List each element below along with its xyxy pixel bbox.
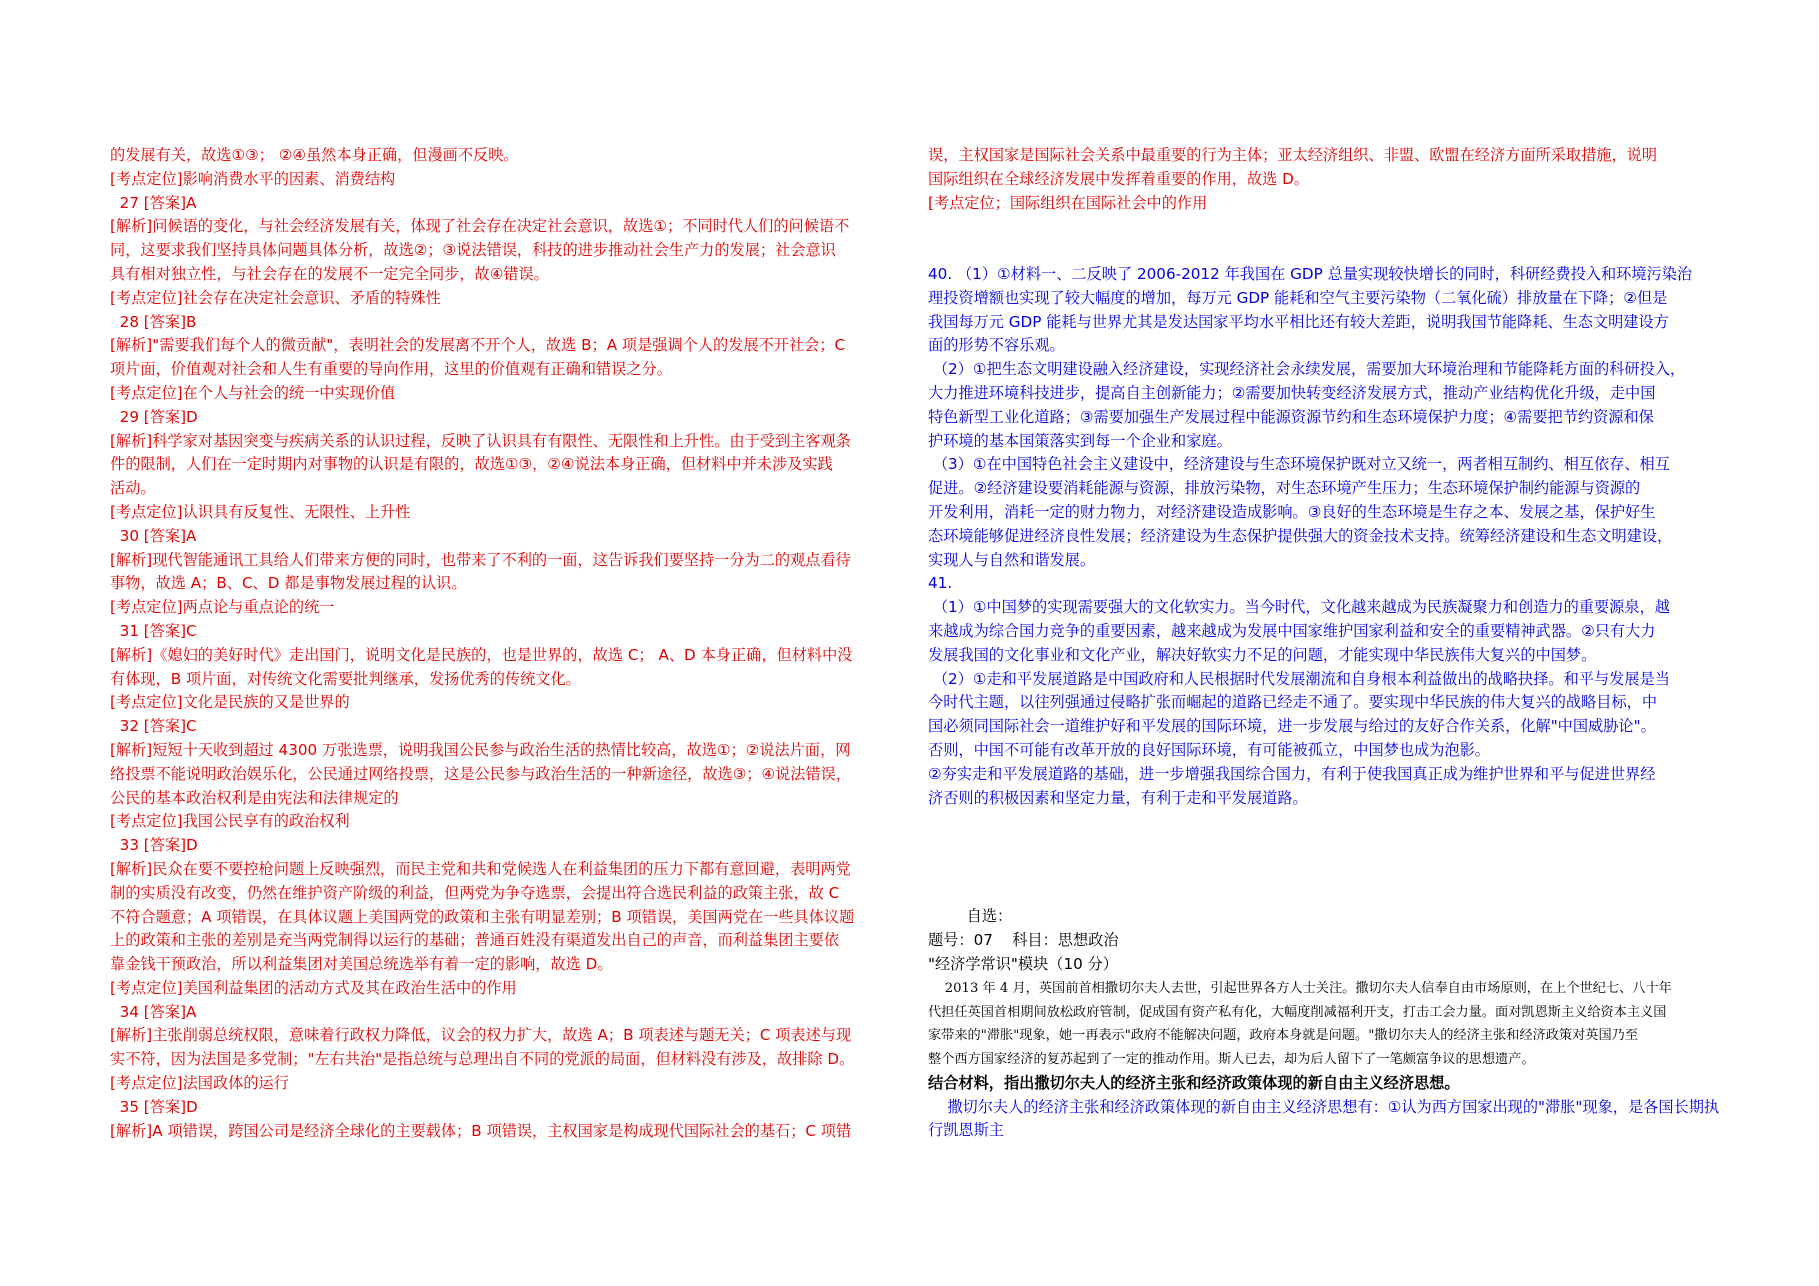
text-line: "经济学常识"模块（10 分） [928, 954, 1118, 973]
text-line: 促进。②经济建设要消耗能源与资源，排放污染物，对生态环境产生压力；生态环境保护制约能源与资源的 [928, 479, 1641, 498]
text-line: （2）①走和平发展道路是中国政府和人民根据时代发展潮流和自身根本利益做出的战略抉择。和平与发展是当 [928, 669, 1670, 688]
text-line: 2013 年 4 月，英国前首相撒切尔夫人去世，引起世界各方人士关注。撒切尔夫人信奉自由市场原则，在上个世纪七、八十年 [928, 980, 1672, 996]
text-line: 今时代主题，以往列强通过侵略扩张而崛起的道路已经走不通了。要实现中华民族的伟大复兴的战略目标，中 [928, 693, 1657, 712]
text-line: 络投票不能说明政治娱乐化，公民通过网络投票，这是公民参与政治生活的一种新途径，故选③；④说法错误， [110, 764, 852, 783]
text-line: 面的形势不容乐观。 [928, 336, 1065, 355]
text-line: 制的实质没有改变，仍然在维护资产阶级的利益，但两党为争夺选票，会提出符合选民利益的政策主张，故 C [110, 883, 840, 902]
text-line: 公民的基本政治权利是由宪法和法律规定的 [110, 788, 399, 807]
text-line: 整个西方国家经济的复苏起到了一定的推动作用。斯人已去，却为后人留下了一笔颇富争议的思想遗产。 [928, 1052, 1535, 1068]
text-line: 29 [答案]D [110, 407, 198, 426]
text-line: 具有相对独立性，与社会存在的发展不一定完全同步，故④错误。 [110, 264, 549, 283]
text-line: 开发利用，消耗一定的财力物力，对经济建设造成影响。③良好的生态环境是生存之本、发展之基，保护好生 [928, 502, 1656, 521]
text-line: 发展我国的文化事业和文化产业，解决好软实力不足的问题，才能实现中华民族伟大复兴的中国梦。 [928, 645, 1597, 664]
text-line: 35 [答案]D [110, 1097, 198, 1116]
text-line: 态环境能够促进经济良性发展；经济建设为生态保护提供强大的资金技术支持。统筹经济建设和生态文明建设， [928, 526, 1673, 545]
text-line: 项片面，价值观对社会和人生有重要的导向作用，这里的价值观有正确和错误之分。 [110, 360, 672, 379]
text-line: 40. （1）①材料一、二反映了 2006-2012 年我国在 GDP 总量实现较快增长的同时，科研经费投入和环境污染治 [928, 264, 1693, 283]
text-line: 理投资增额也实现了较大幅度的增加，每万元 GDP 能耗和空气主要污染物（二氧化硫）排放量在下降；②但是 [928, 288, 1668, 307]
essay-material [928, 977, 1728, 1072]
text-line: 的发展有关，故选①③； ②④虽然本身正确，但漫画不反映。 [110, 146, 519, 164]
right-red-block [928, 144, 1728, 215]
text-line: [考点定位]法国政体的运行 [110, 1074, 289, 1093]
text-line: 同，这要求我们坚持具体问题具体分析，故选②；③说法错误，科技的进步推动社会生产力的发展；社会意识 [110, 241, 836, 260]
text-line: [考点定位]影响消费水平的因素、消费结构 [110, 169, 396, 188]
text-line: 34 [答案]A [110, 1002, 197, 1021]
text-line: [解析]短短十天收到超过 4300 万张选票，说明我国公民参与政治生活的热情比较高，故选①；②说法片面，网 [110, 740, 851, 759]
text-line: （1）①中国梦的实现需要强大的文化软实力。当今时代，文化越来越成为民族凝聚力和创造力的重要源泉，越 [928, 598, 1670, 617]
left-column [110, 144, 910, 1143]
text-line: 否则，中国不可能有改革开放的良好国际环境，有可能被孤立，中国梦也成为泡影。 [928, 740, 1490, 759]
text-line: 27 [答案]A [110, 193, 197, 212]
text-line: 自选： [928, 907, 1013, 926]
essay-question: 结合材料，指出撒切尔夫人的经济主张和经济政策体现的新自由主义经济思想。 [928, 1073, 1460, 1092]
text-line: [解析]主张削弱总统权限，意味着行政权力降低，议会的权力扩大，故选 A；B 项表述与题无关；C 项表述与现 [110, 1026, 852, 1045]
text-line: 国际组织在全球经济发展中发挥着重要的作用，故选 D。 [928, 169, 1310, 188]
text-line: 误，主权国家是国际社会关系中最重要的行为主体；亚太经济组织、非盟、欧盟在经济方面所采取措施，说明 [928, 146, 1657, 164]
text-line: [考点定位]在个人与社会的统一中实现价值 [110, 383, 396, 402]
text-line: [考点定位]美国利益集团的活动方式及其在政治生活中的作用 [110, 978, 517, 997]
text-line: ②夯实走和平发展道路的基础，进一步增强我国综合国力，有利于使我国真正成为维护世界和平与促进世界经 [928, 764, 1656, 783]
text-line: 济否则的积极因素和坚定力量，有利于走和平发展道路。 [928, 788, 1308, 807]
text-line: [考点定位]认识具有反复性、无限性、上升性 [110, 502, 411, 521]
text-line: 我国每万元 GDP 能耗与世界尤其是发达国家平均水平相比还有较大差距，说明我国节能降耗、生态文明建设方 [928, 312, 1669, 331]
text-line: 题号：07 科目：思想政治 [928, 931, 1119, 950]
text-line: [解析]现代智能通讯工具给人们带来方便的同时，也带来了不利的一面，这告诉我们要坚持一分为二的观点看待 [110, 550, 851, 569]
text-line: [考点定位]两点论与重点论的统一 [110, 598, 335, 617]
essay-answer: 撒切尔夫人的经济主张和经济政策体现的新自由主义经济思想有：①认为西方国家出现的"滞胀"现象，是各国长期执行凯恩斯主 [928, 1097, 1720, 1140]
text-line: [解析]《媳妇的美好时代》走出国门，说明文化是民族的，也是世界的，故选 C； A、D 本身正确，但材料中没 [110, 645, 853, 664]
text-line: 41. [928, 574, 953, 593]
text-line: 实现人与自然和谐发展。 [928, 550, 1096, 569]
text-line: 国必须同国际社会一道维护好和平发展的国际环境，进一步发展与给过的友好合作关系，化解"中国威胁论"。 [928, 717, 1656, 736]
text-line: 32 [答案]C [110, 717, 197, 736]
text-line: [考点定位]我国公民享有的政治权利 [110, 812, 350, 831]
text-line: [解析]问候语的变化，与社会经济发展有关，体现了社会存在决定社会意识，故选①；不同时代人们的问候语不 [110, 217, 850, 236]
text-line: [解析]科学家对基因突变与疾病关系的认识过程，反映了认识具有有限性、无限性和上升性。由于受到主客观条 [110, 431, 851, 450]
elective-header [928, 905, 1728, 976]
text-line: 靠金钱干预政治，所以利益集团对美国总统选举有着一定的影响，故选 D。 [110, 955, 613, 974]
text-line: [考点定位]文化是民族的又是世界的 [110, 693, 350, 712]
text-line: [解析]民众在要不要控枪问题上反映强烈，而民主党和共和党候选人在利益集团的压力下都有意回避，表明两党 [110, 859, 851, 878]
text-line: 家带来的"滞胀"现象，她一再表示"政府不能解决问题，政府本身就是问题。"撒切尔夫人的经济主张和经济政策对英国乃至 [928, 1028, 1639, 1044]
text-line: [解析]A 项错误，跨国公司是经济全球化的主要载体；B 项错误，主权国家是构成现代国际社会的基石；C 项错 [110, 1121, 852, 1140]
text-line: 不符合题意；A 项错误，在具体议题上美国两党的政策和主张有明显差别；B 项错误，美国两党在一些具体议题 [110, 907, 855, 926]
text-line: 事物，故选 A；B、C、D 都是事物发展过程的认识。 [110, 574, 467, 593]
text-line: [解析]"需要我们每个人的微贡献"，表明社会的发展离不开个人，故选 B；A 项是强调个人的发展不开社会；C [110, 336, 846, 355]
text-line: 实不符，因为法国是多党制；"左右共治"是指总统与总理出自不同的党派的局面，但材料没有涉及，故排除 D。 [110, 1050, 855, 1069]
right-column [928, 144, 1728, 1143]
text-line: [考点定位；国际组织在国际社会中的作用 [928, 193, 1208, 212]
text-line: 活动。 [110, 479, 156, 498]
text-line: 33 [答案]D [110, 836, 198, 855]
text-line: [考点定位]社会存在决定社会意识、矛盾的特殊性 [110, 288, 441, 307]
text-line: 大力推进环境科技进步，提高自主创新能力；②需要加快转变经济发展方式，推动产业结构优化升级，走中国 [928, 383, 1656, 402]
text-line: 护环境的基本国策落实到每一个企业和家庭。 [928, 431, 1232, 450]
text-line: 特色新型工业化道路；③需要加强生产发展过程中能源资源节约和生态环境保护力度；④需要把节约资源和保 [928, 407, 1654, 426]
text-line: 件的限制，人们在一定时期内对事物的认识是有限的，故选①③，②④说法本身正确，但材料中并未涉及实践 [110, 455, 833, 474]
answer-40-41-block [928, 263, 1728, 810]
text-line: 代担任英国首相期间放松政府管制，促成国有资产私有化，大幅度削减福利开支，打击工会力量。面对凯恩斯主义给资本主义国 [928, 1004, 1667, 1020]
text-line: 上的政策和主张的差别是充当两党制得以运行的基础；普通百姓没有渠道发出自己的声音，而利益集团主要依 [110, 931, 839, 950]
text-line: （2）①把生态文明建设融入经济建设，实现经济社会永续发展，需要加大环境治理和节能降耗方面的科研投入， [928, 360, 1686, 379]
text-line: 31 [答案]C [110, 621, 197, 640]
text-line: 来越成为综合国力竞争的重要因素，越来越成为发展中国家维护国家利益和安全的重要精神武器。②只有大力 [928, 621, 1656, 640]
text-line: 30 [答案]A [110, 526, 197, 545]
text-line: 有体现，B 项片面，对传统文化需要批判继承，发扬优秀的传统文化。 [110, 669, 581, 688]
text-line: 28 [答案]B [110, 312, 197, 331]
text-line: （3）①在中国特色社会主义建设中，经济建设与生态环境保护既对立又统一，两者相互制约、相互依存、相互 [928, 455, 1670, 474]
